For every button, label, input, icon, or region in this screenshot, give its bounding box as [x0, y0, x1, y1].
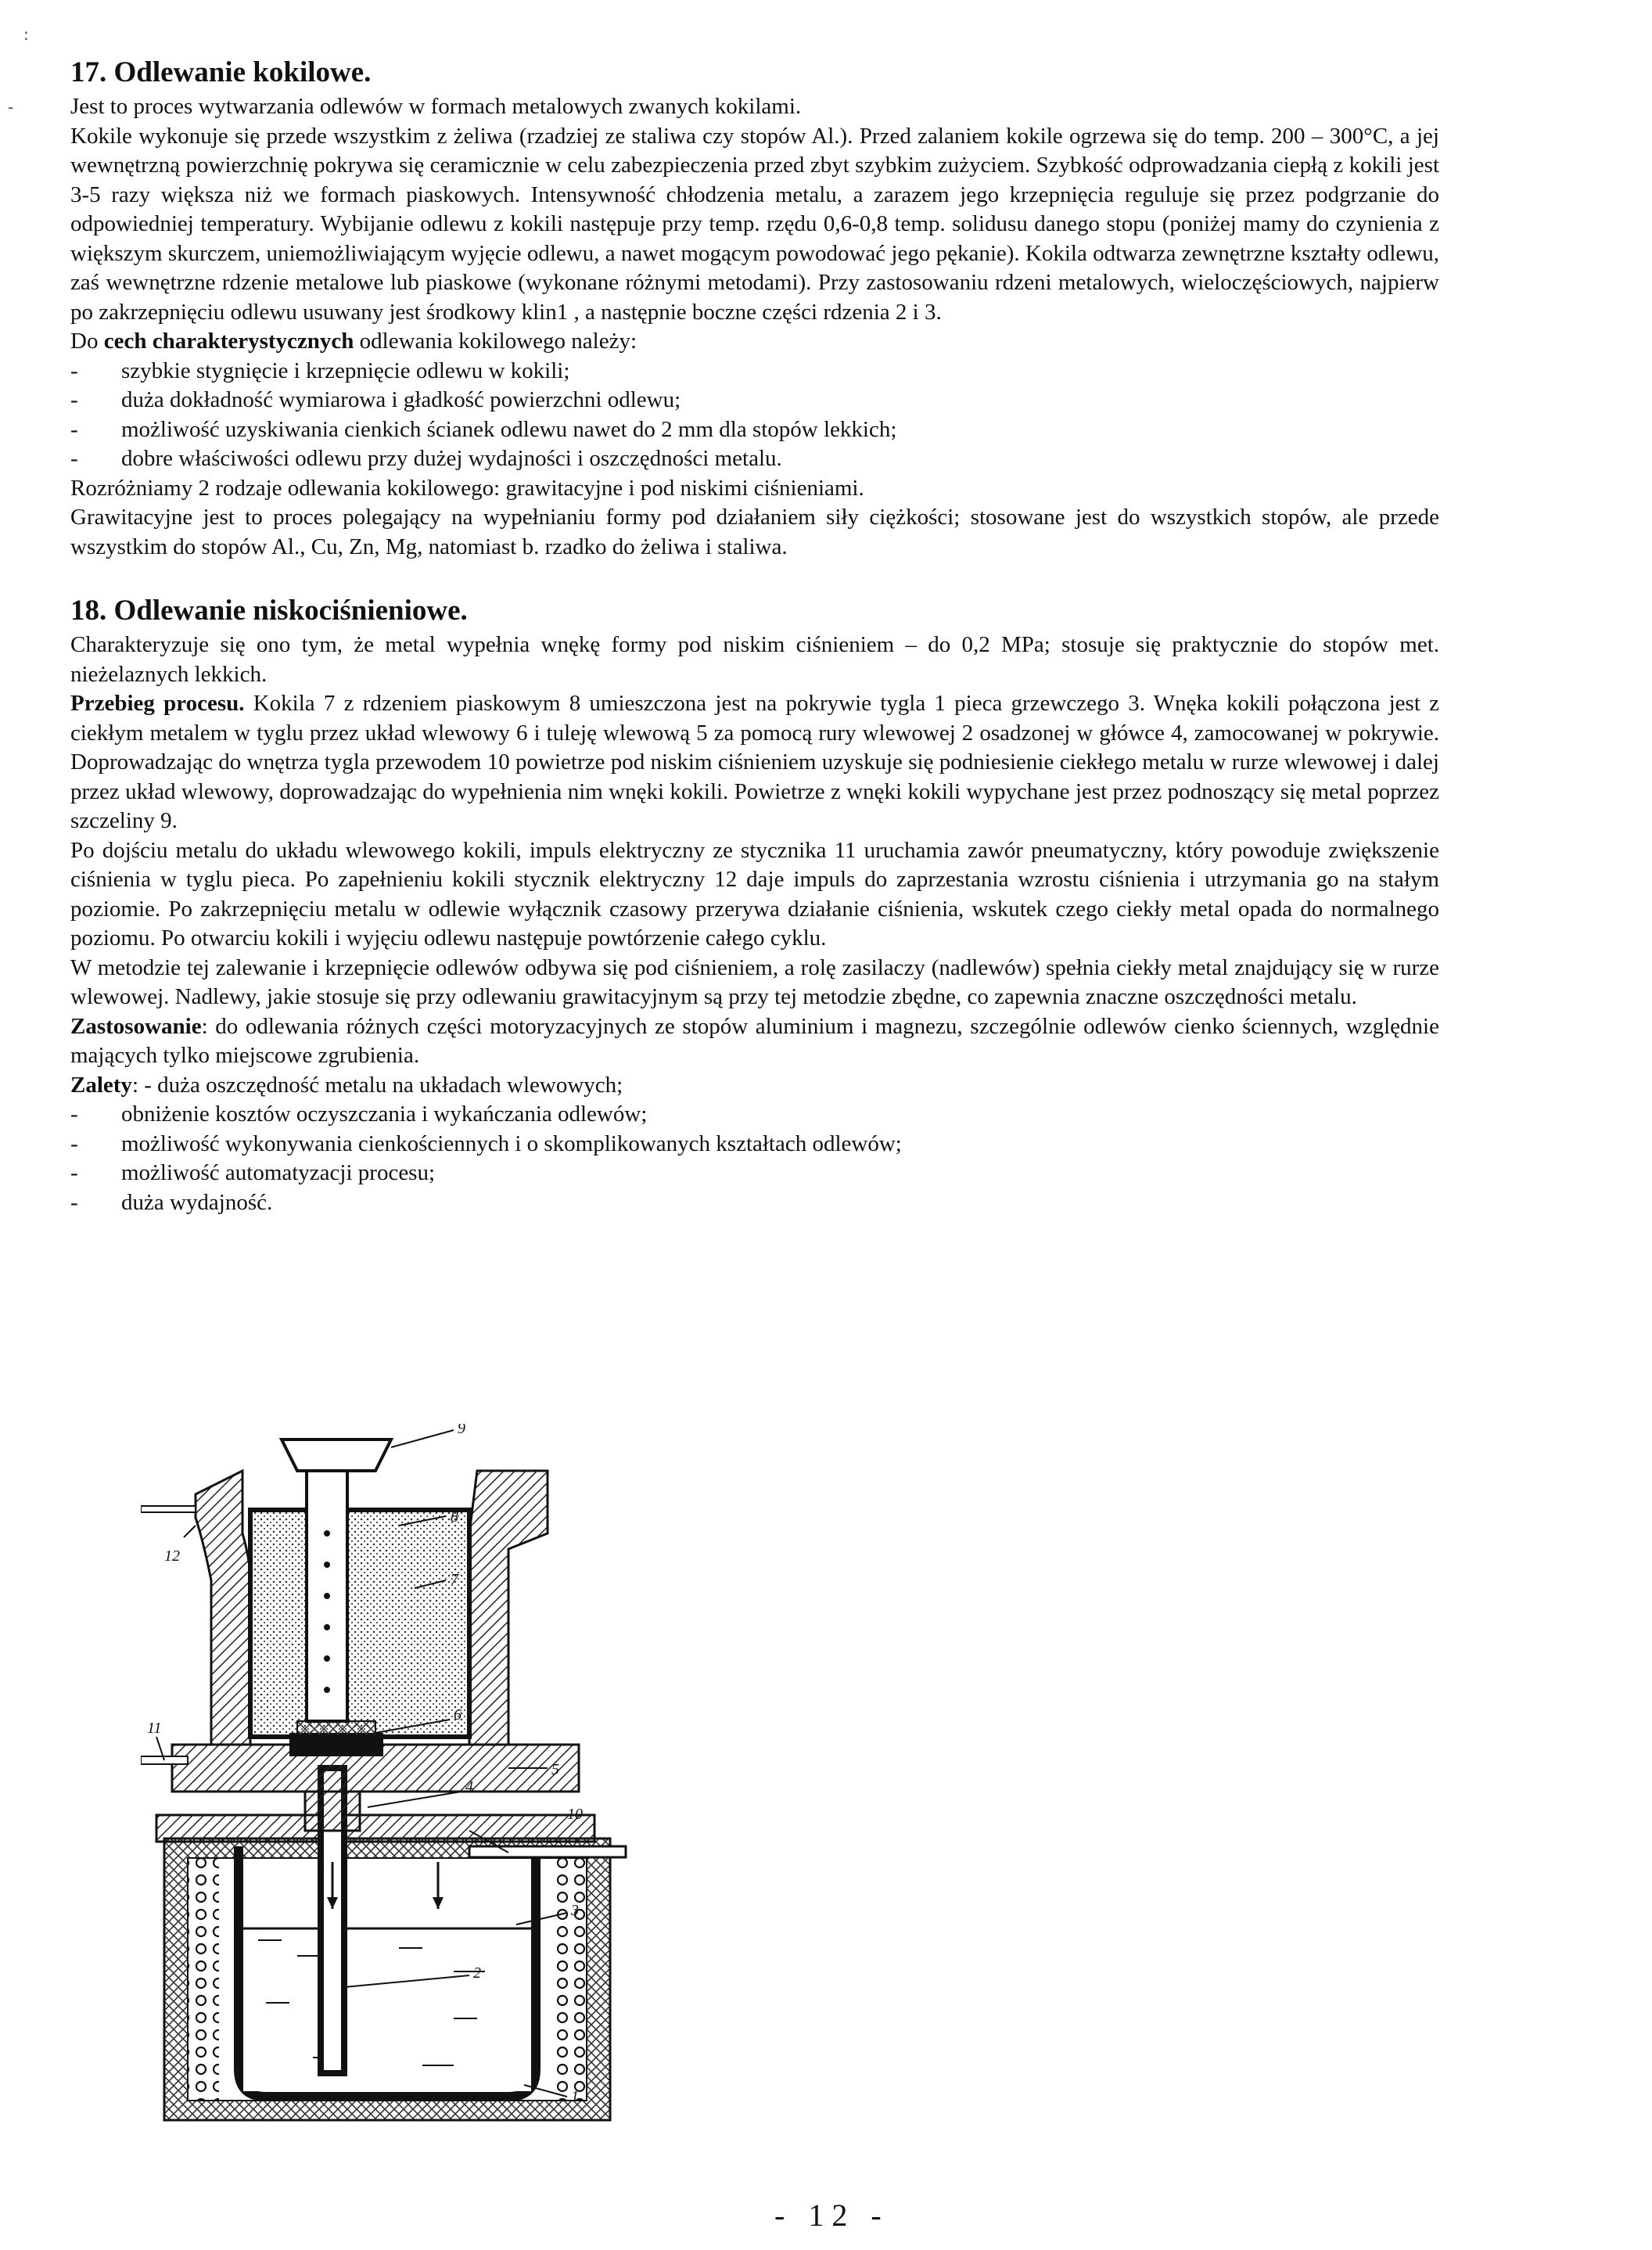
features-list: [70, 357, 1439, 474]
process-paragraph: Przebieg procesu. Kokila 7 z rdzeniem piaskowym 8 umieszczona jest na pokrywie tygla 1 pieca grzewczego 3. Wnęka kokili połączona jest z ciekłym metalem w tyglu przez układ wlewowy 6 i tuleję wlewową 5 za pomocą rury wlewowej 2 osadzonej w główce 4, zamocowanej w pokrywie. Doprowadzając do wnętrza tygla przewodem 10 powietrze pod niskim ciśnieniem uzyskuje się podniesienie ciekłego metalu w rurze wlewowej i dalej przez układ wlewowy, doprowadzając do wypełnienia nim wnęki kokili. Powietrze z wnęki kokili wypychane jest przez podnoszący się metal poprzez szczeliny 9.: [70, 691, 1439, 833]
usage-label: Zastosowanie: [70, 1013, 202, 1039]
list-item: - duża dokładność wymiarowa i gładkość powierzchni odlewu;: [70, 386, 1439, 415]
process-label: Przebieg procesu.: [70, 691, 245, 716]
section-18-paragraph: W metodzie tej zalewanie i krzepnięcie odlewów odbywa się pod ciśnieniem, a rolę zasilaczy (nadlewów) spełnia ciekły metal znajdujący się w rurze wlewowej. Nadlewy, jakie stosuje się przy odlewaniu grawitacyjnym są przy tej metodzie zbędne, co zapewnia znaczne oszczędności metalu.: [70, 954, 1439, 1009]
list-item: - możliwość uzyskiwania cienkich ścianek odlewu nawet do 2 mm dla stopów lekkich;: [70, 415, 1439, 445]
label-2: 2: [473, 1964, 481, 1982]
section-17-paragraph: Rozróżniamy 2 rodzaje odlewania kokilowego: grawitacyjne i pod niskimi ciśnieniami.: [70, 475, 864, 501]
label-12: 12: [164, 1547, 180, 1565]
page-number: - 12 -: [774, 2198, 889, 2233]
die-mold: [141, 1439, 548, 1745]
label-11: 11: [147, 1720, 162, 1737]
scan-mark: :: [23, 25, 29, 44]
section-17-paragraph: Jest to proces wytwarzania odlewów w formach metalowych zwanych kokilami.: [70, 94, 802, 119]
label-4: 4: [465, 1778, 473, 1795]
label-8: 8: [451, 1508, 458, 1526]
air-pipe: [469, 1846, 626, 1857]
label-6: 6: [454, 1706, 461, 1723]
label-5: 5: [551, 1761, 559, 1778]
advantages-list: [70, 1100, 1439, 1217]
label-7: 7: [451, 1571, 458, 1588]
usage-paragraph: Zastosowanie: do odlewania różnych części motoryzacyjnych ze stopów aluminium i magnezu, szczególnie odlewów cienko ściennych, względnie mających tylko miejscowe zgrubienia.: [70, 1013, 1439, 1068]
list-item: - możliwość wykonywania cienkościennych i o skomplikowanych kształtach odlewów;: [70, 1130, 1439, 1159]
section-18-title: 18. Odlewanie niskociśnieniowe.: [70, 595, 468, 627]
features-label: cech charakterystycznych: [103, 329, 354, 354]
list-item: - możliwość automatyzacji procesu;: [70, 1159, 1439, 1188]
advantages-paragraph: Zalety: - duża oszczędność metalu na układach wlewowych;: [70, 1072, 623, 1098]
list-item: - szybkie stygnięcie i krzepnięcie odlewu w kokili;: [70, 357, 1439, 386]
section-17-paragraph: Grawitacyjne jest to proces polegający na wypełnianiu formy pod działaniem siły ciężkości; stosowane jest do wszystkich stopów, ale przede wszystkim do stopów Al., Cu, Zn, Mg, natomiast b. rzadko do żeliwa i staliwa.: [70, 505, 1439, 559]
low-pressure-casting-diagram: [141, 1424, 641, 2128]
furnace-cover: [156, 1815, 594, 1842]
features-intro: Do cech charakterystycznych odlewania kokilowego należy:: [70, 329, 637, 354]
scan-mark: -: [8, 98, 14, 117]
label-1: 1: [571, 2088, 579, 2105]
label-10: 10: [567, 1806, 583, 1823]
text-body: [70, 55, 1439, 1217]
label-3: 3: [571, 1902, 579, 1919]
list-item: - obniżenie kosztów oczyszczania i wykańczania odlewów;: [70, 1100, 1439, 1130]
label-9: 9: [458, 1424, 465, 1437]
section-18-paragraph: Po dojściu metalu do układu wlewowego kokili, impuls elektryczny ze stycznika 11 uruchamia zawór pneumatyczny, który powoduje zwiększenie ciśnienia w tyglu pieca. Po zapełnieniu kokili stycznik elektryczny 12 daje impuls do zaprzestania wzrostu ciśnienia i utrzymania go na stałym poziomie. Po zakrzepnięciu metalu w odlewie wyłącznik czasowy przerywa działanie ciśnienia, wskutek czego ciekły metal opada do normalnego poziomu. Po otwarciu kokili i wyjęciu odlewu następuje powtórzenie całego cyklu.: [70, 837, 1439, 951]
section-17-title: 17. Odlewanie kokilowe.: [70, 56, 372, 88]
list-item: - duża wydajność.: [70, 1188, 1439, 1218]
advantages-label: Zalety: [70, 1072, 132, 1098]
list-item: - dobre właściwości odlewu przy dużej wydajności i oszczędności metalu.: [70, 444, 1439, 474]
section-18-paragraph: Charakteryzuje się ono tym, że metal wypełnia wnękę formy pod niskim ciśnieniem – do 0,2 MPa; stosuje się praktycznie do stopów met. nieżelaznych lekkich.: [70, 632, 1439, 687]
section-17-paragraph: Kokile wykonuje się przede wszystkim z żeliwa (rzadziej ze staliwa czy stopów Al.). Przed zalaniem kokile ogrzewa się do temp. 200 – 300°C, a jej wewnętrzną powierzchnię pokrywa się ceramicznie w celu zabezpieczenia przed zbyt szybkim zużyciem. Szybkość odprowadzania ciepłą z kokili jest 3-5 razy większa niż we formach piaskowych. Intensywność chłodzenia metalu, a zarazem jego krzepnięcia reguluje się przez podgrzanie do odpowiedniej temperatury. Wybijanie odlewu z kokili następuje przy temp. rzędu 0,6-0,8 temp. solidusu danego stopu (poniżej mamy do czynienia z większym skurczem, uniemożliwiającym wyjęcie odlewu, a nawet mogącym powodować jego pękanie). Kokila odtwarza zewnętrzne kształty odlewu, zaś wewnętrzne rdzenie metalowe lub piaskowe (wykonane różnymi metodami). Przy zastosowaniu rdzeni metalowych, wieloczęściowych, najpierw po zakrzepnięciu odlewu usuwany jest środkowy klin1 , a następnie boczne części rdzenia 2 i 3.: [70, 123, 1439, 325]
